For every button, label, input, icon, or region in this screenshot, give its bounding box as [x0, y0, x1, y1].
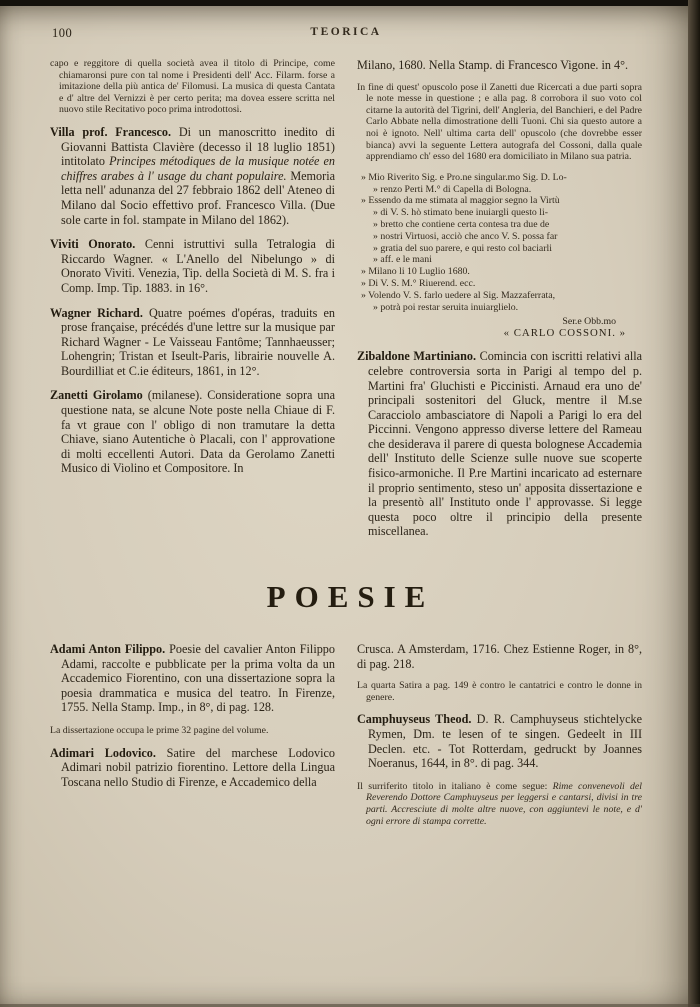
entry-adami — [50, 642, 335, 715]
entry-zibaldone — [357, 349, 642, 539]
letter-line: » Milano li 10 Luglio 1680. — [361, 266, 470, 278]
letter-line: » potrà poi restar seruita inuiarglielo. — [373, 301, 519, 313]
note-intro: Il surriferito titolo in italiano è come segue: — [357, 780, 548, 792]
cossoni-letter — [361, 172, 642, 314]
camphuyseus-note — [357, 781, 642, 827]
entry-name: Zibaldone Martiniano. — [357, 349, 477, 364]
page-header — [50, 24, 642, 46]
entry-body: Comincia con iscritti relativi alla celebre controversia sorta in Parigi al tempo del p. Martini fra' Gluchisti e Piccinisti. Arnaud era uno de' principali sostenitori del Gluck, mentre il M.se Caracciolo ambasciatore di Napoli a Parigi lo era del Piccinni. Vengono appresso diverse lettere del Rameau che desiderava il parere di questa bolognese Accademia dell' Instituto delle Scienze sulle nuove sue scoperte fisico-armoniche. Il P.re Martini incaricato ad esternare il proprio sentimento, steso un' apposita dissertazione e la presentò all' Instituto onde l' approvasse. Si legge questa poco oltre il principio della presente miscellanea. — [368, 349, 643, 539]
running-title: TEORICA — [310, 26, 382, 38]
entry-villa — [50, 125, 335, 227]
letter-line: » bretto che contiene certa contesa tra due de — [373, 218, 550, 230]
adami-note: La dissertazione occupa le prime 32 pagine del volume. — [50, 725, 269, 736]
letter-line: » di V. S. hò stimato bene inuiargli questo li- — [373, 207, 548, 219]
continuation-note: capo e reggitore di quella società avea il titolo di Principe, come chiamaronsi pure con tal nome i Presidenti dell' Acc. Filarm. forse a imitazione della più antica de' Filomusi. La musica di questa Cantata e d' altre del Vernizzi è per certo perita; ma dovea essere scritta nel nuovo stile Recitativo poco prima introdottosi. — [50, 58, 335, 116]
letter-closing-name: « CARLO COSSONI. » — [503, 327, 626, 340]
entry-body: Di un manoscritto inedito di Giovanni Battista Clavière (decesso il 18 luglio 1851) intitolato — [61, 124, 335, 169]
letter-line: » Di V. S. M.° Riuerend. ecc. — [361, 277, 476, 289]
entry-body: (milanese). Consideratione sopra una questione nata, se alcune Note poste nella Chiaue di F. fa vt graue con l' obligo di non tramutare la detta Chiave, siano Autentiche ò Placali, con l' approvatione di molti eccellenti Autori. Data da Gerolamo Zanetti Musico di Violino et Compositore. In — [61, 388, 336, 476]
entry-wagner — [50, 306, 335, 379]
entry-name: Wagner Richard. — [50, 305, 143, 320]
letter-line: » Volendo V. S. farlo uedere al Sig. Mazzaferrata, — [361, 289, 556, 301]
entry-name: Viviti Onorato. — [50, 237, 136, 252]
entry-name: Adimari Lodovico. — [50, 745, 156, 760]
entry-body: Cenni istruttivi sulla Tetralogia di Riccardo Wagner. « L'Anello del Nibelungo » di Onorato Viviti. Venezia, Tip. della Società di M. S. fra i Comp. Imp. Tip. 1883. in 16°. — [61, 237, 336, 295]
page-number: 100 — [52, 26, 73, 40]
top-columns — [50, 58, 642, 549]
top-right-column — [357, 58, 642, 549]
entry-body: Quatre poémes d'opéras, traduits en prose française, précédés d'une lettre sur la musique par Richard Wagner - Le Vaisseau Fantôme; Tannhaeusser; Lohengrin; Tristan et Iseult-Paris, librairie nouvelle A. Bourdilliat et C.ie éditeurs, 1861, in 12°. — [61, 305, 335, 378]
entry-name: Camphuyseus Theod. — [357, 712, 472, 727]
zanetti-continuation: Milano, 1680. Nella Stamp. di Francesco Vigone. in 4°. — [357, 58, 628, 72]
entry-body: Satire del marchese Lodovico Adimari nobil patrizio fiorentino. Lettore della Lingua Toscana nello Studio di Firenze, e Accademico della — [61, 745, 335, 789]
entry-body: Memoria letta nell' adunanza del 27 febbraio 1862 dell' Ateneo di Milano dal Socio effettivo prof. Francesco Villa. (Due sole carte in fol. stampate in Milano del 1862). — [61, 168, 335, 227]
letter-line: » gratia del suo parere, e qui resto col baciarli — [373, 242, 552, 254]
entry-title-italic: Principes métodiques de la musique notée en chiffres arabes à l' usage du chant populaire. — [61, 154, 336, 183]
scan-edge-right — [688, 0, 700, 1007]
letter-closing-role: Ser.e Obb.mo — [562, 316, 616, 328]
bottom-columns — [50, 642, 642, 836]
note-italic-title: Rime convenevoli del Reverendo Dottore Camphuyseus per leggersi e cantarsi, divisi in tre parti. Accresciute di molte altre nuove, con aggiuntevi le note, e d' ogni errore di stampa corrette. — [366, 780, 643, 827]
entry-name: Adami Anton Filippo. — [50, 642, 166, 657]
entry-body: D. R. Camphuyseus stichtelycke Rymen, Dm. te lesen of te singen. Gedeelt in III Declen. etc. - Tot Rotterdam, gedruckt by Joannes Noeranus, 1644, in 8°. di pag. 344. — [368, 712, 642, 771]
letter-line: » Mio Riverito Sig. e Pro.ne singular.mo Sig. D. Lo- — [361, 171, 567, 183]
entry-viviti — [50, 237, 335, 295]
letter-line: » renzo Perti M.° di Capella di Bologna. — [373, 183, 532, 195]
letter-line: » Essendo da me stimata al maggior segno la Virtù — [361, 195, 560, 207]
entry-adimari — [50, 746, 335, 790]
section-heading: POESIE — [266, 579, 435, 615]
entry-camphuyseus — [357, 712, 642, 770]
adimari-continuation: Crusca. A Amsterdam, 1716. Chez Estienne Roger, in 8°, di pag. 218. — [357, 642, 642, 671]
letter-line: » nostri Virtuosi, acciò che anco V. S. possa far — [373, 230, 558, 242]
entry-name: Zanetti Girolamo — [50, 388, 143, 403]
satira-note: La quarta Satira a pag. 149 è contro le cantatrici e contro le donne in genere. — [357, 680, 642, 703]
zanetti-bibliographic-note: In fine di quest' opuscolo pose il Zanetti due Ricercati a due parti sopra le note messe in questione ; e alla pag. 8 corrobora il suo voto col citarne la autorità del Tigrini, dell' Angleria, del Banchieri, e del Padre Carlo Abbate nella dimostratione delli Tuoni. Chi sia questo autore a noi è ignoto. Nell' ultima carta dell' opuscolo (che dovrebbe esser bianca) avvi la seguente Lettera autografa del Cossoni, dalla quale apprendiamo ch' esso del 1680 era domiciliato in Milano sua patria. — [357, 81, 642, 163]
top-left-column — [50, 58, 335, 549]
scan-edge-top — [0, 0, 700, 6]
letter-line: » aff. e le mani — [373, 254, 432, 266]
entry-name: Villa prof. Francesco. — [50, 124, 172, 139]
bottom-left-column — [50, 642, 335, 836]
letter-closing — [357, 316, 642, 339]
bottom-right-column — [357, 642, 642, 836]
entry-zanetti — [50, 388, 335, 476]
entry-body: Poesie del cavalier Anton Filippo Adami, raccolte e pubblicate per la prima volta da un Accademico Fiorentino, con una dissertazione sopra la poesia drammatica e musica del teatro. In Firenze, 1755. Nella Stamp. Imp., in 8°, di pag. 128. — [61, 642, 335, 715]
